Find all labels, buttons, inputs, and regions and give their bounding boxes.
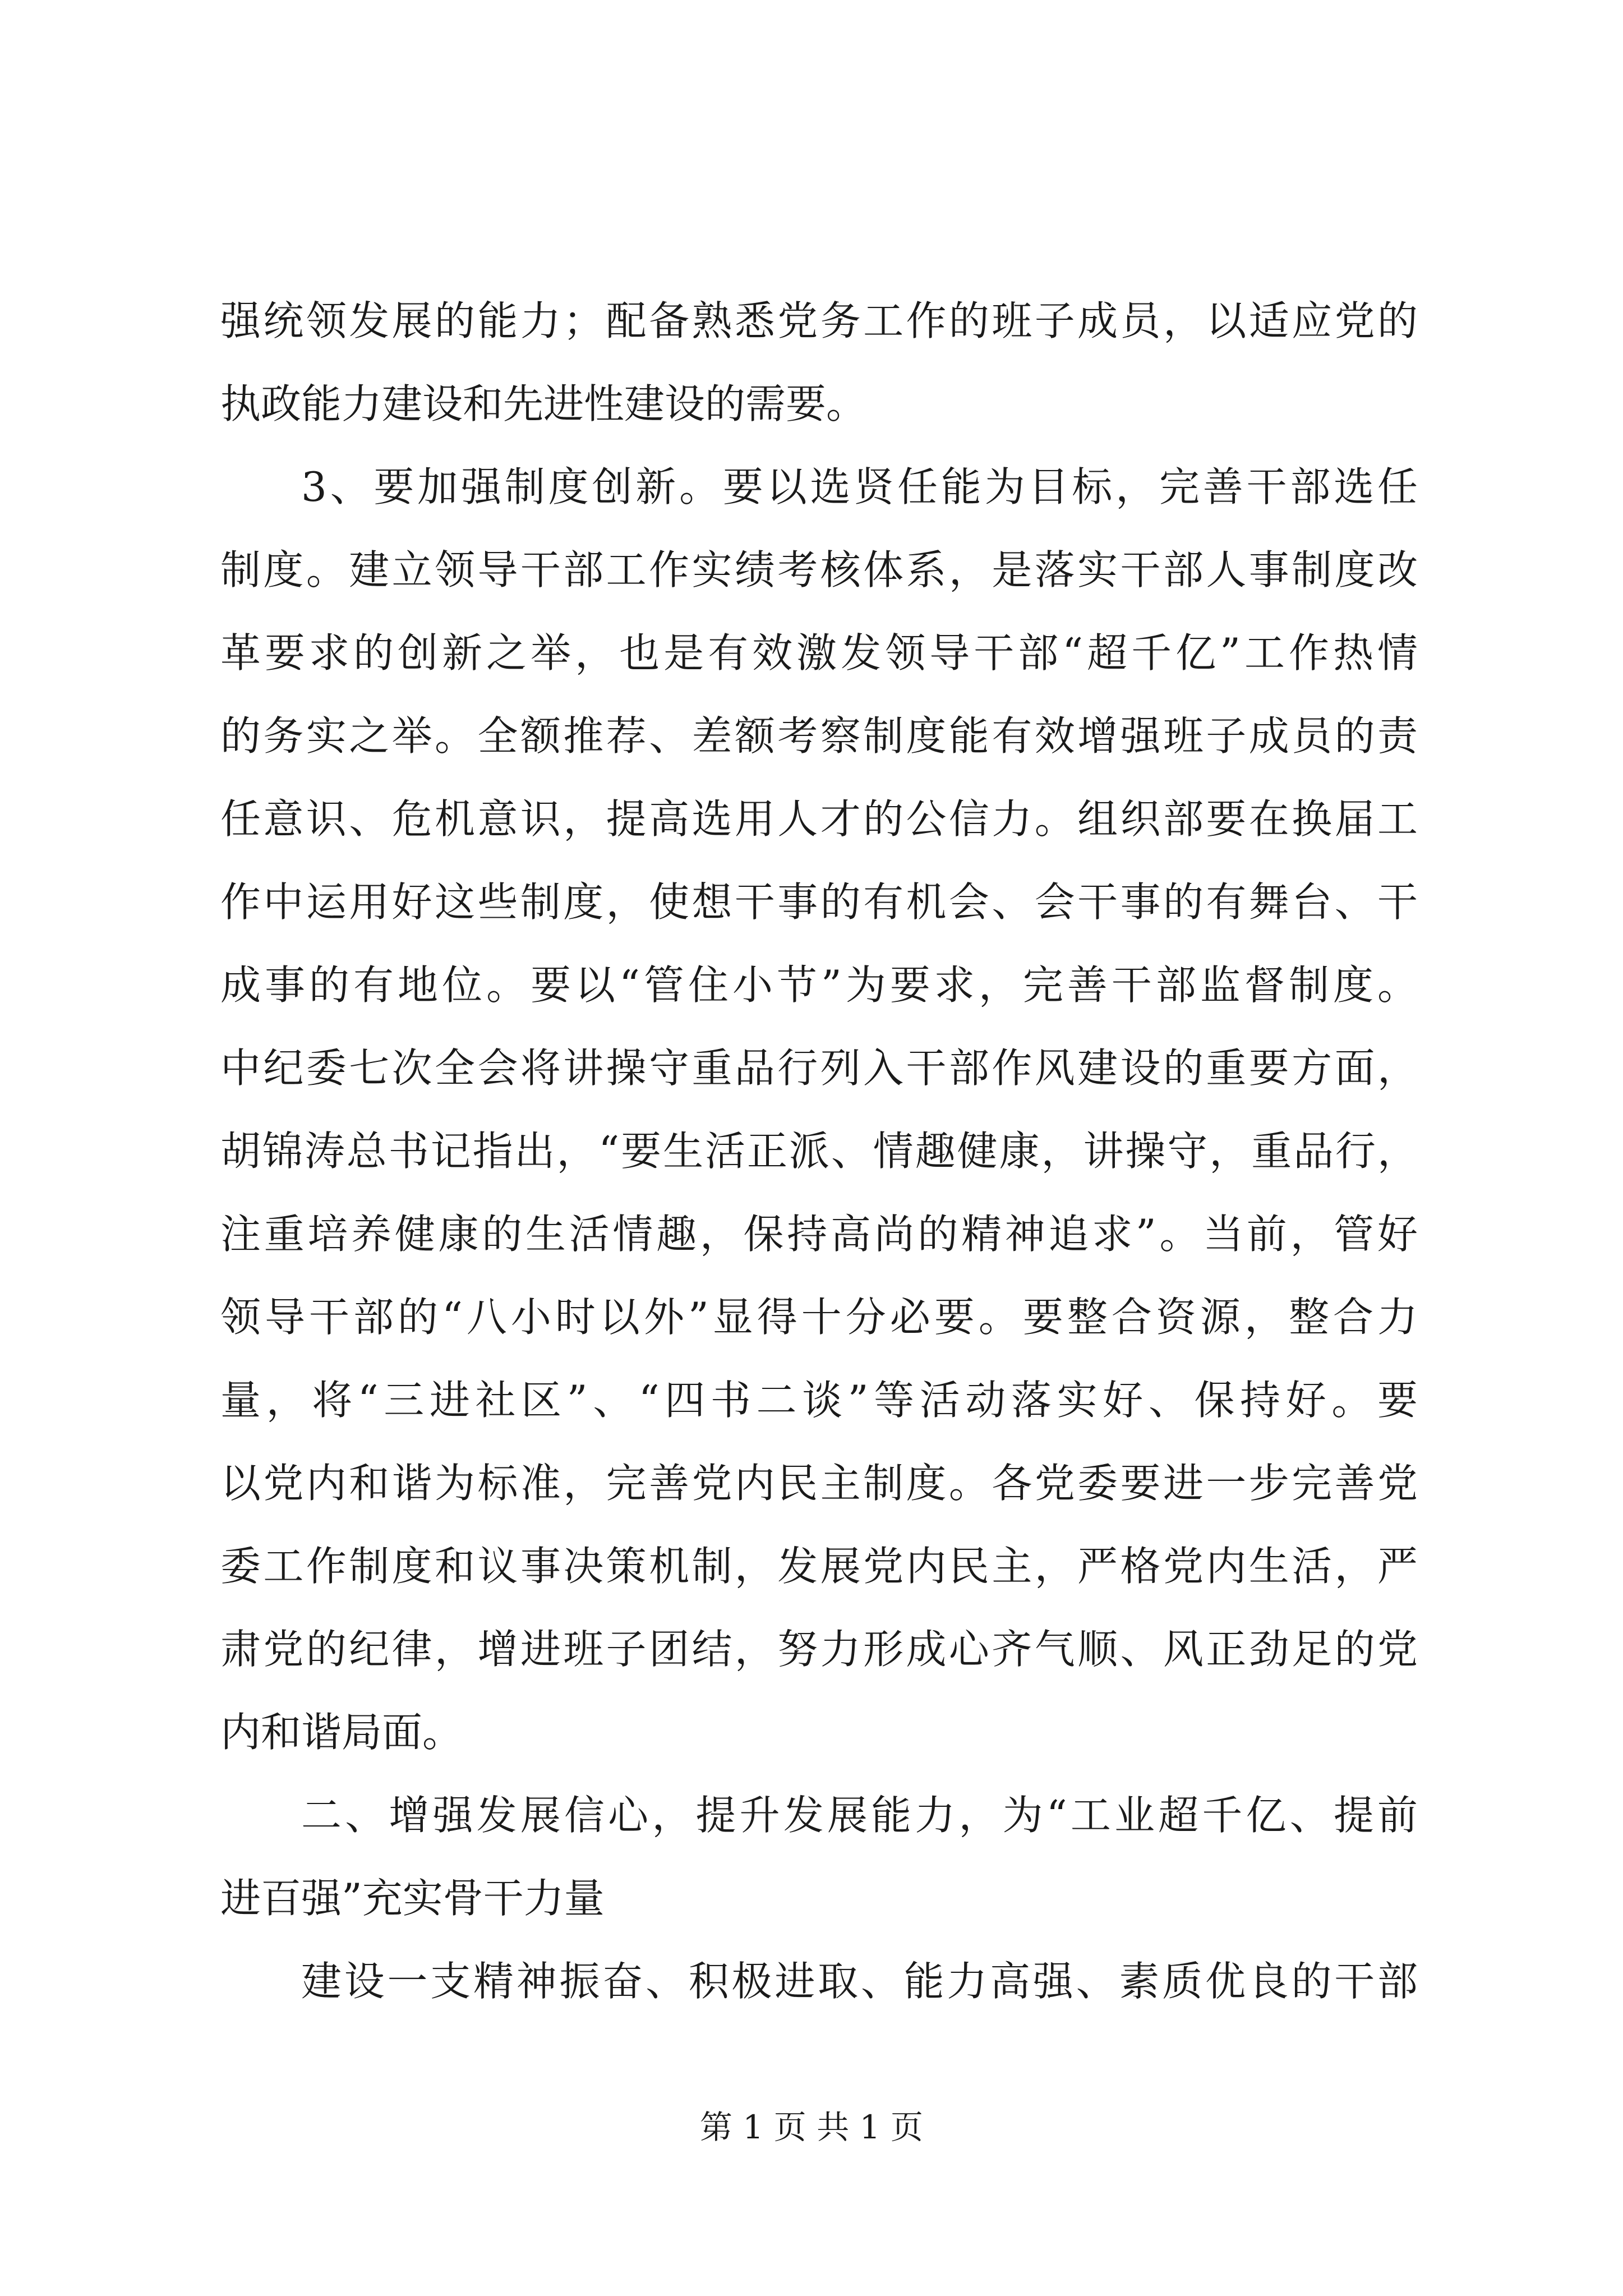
page-number-label: 第 1 页 共 1 页 <box>700 2108 923 2146</box>
text-line: 领导干部的“八小时以外”显得十分必要。要整合资源，整合力 <box>220 1294 1418 1341</box>
text-line: 制度。建立领导干部工作实绩考核体系，是落实干部人事制度改 <box>220 546 1418 593</box>
text-line: 注重培养健康的生活情趣，保持高尚的精神追求”。当前，管好 <box>220 1211 1418 1258</box>
text-line: 以党内和谐为标准，完善党内民主制度。各党委要进一步完善党 <box>220 1460 1418 1507</box>
text-line: 革要求的创新之举，也是有效激发领导干部“超千亿”工作热情 <box>220 629 1418 677</box>
text-line: 胡锦涛总书记指出，“要生活正派、情趣健康，讲操守，重品行， <box>220 1128 1418 1175</box>
text-line: 成事的有地位。要以“管住小节”为要求，完善干部监督制度。 <box>220 961 1418 1009</box>
text-line: 建设一支精神振奋、积极进取、能力高强、素质优良的干部 <box>301 1958 1418 2005</box>
text-line: 进百强”充实骨干力量 <box>220 1875 605 1922</box>
text-line: 执政能力建设和先进性建设的需要。 <box>220 380 867 427</box>
document-body <box>220 295 1418 2039</box>
page-footer <box>0 2108 1623 2147</box>
text-line: 中纪委七次全会将讲操守重品行列入干部作风建设的重要方面， <box>220 1045 1418 1092</box>
text-line: 强统领发展的能力；配备熟悉党务工作的班子成员，以适应党的 <box>220 297 1418 344</box>
text-line: 量，将“三进社区”、“四书二谈”等活动落实好、保持好。要 <box>220 1377 1418 1424</box>
text-line: 二、增强发展信心，提升发展能力，为“工业超千亿、提前 <box>301 1792 1418 1839</box>
text-line: 委工作制度和议事决策机制，发展党内民主，严格党内生活，严 <box>220 1543 1418 1590</box>
text-line: 任意识、危机意识，提高选用人才的公信力。组织部要在换届工 <box>220 795 1418 843</box>
text-line: 内和谐局面。 <box>220 1709 463 1756</box>
text-line: 作中运用好这些制度，使想干事的有机会、会干事的有舞台、干 <box>220 878 1418 926</box>
text-line: 肃党的纪律，增进班子团结，努力形成心齐气顺、风正劲足的党 <box>220 1626 1418 1673</box>
text-line: 3、要加强制度创新。要以选贤任能为目标，完善干部选任 <box>301 463 1418 510</box>
text-line: 的务实之举。全额推荐、差额考察制度能有效增强班子成员的责 <box>220 712 1418 760</box>
